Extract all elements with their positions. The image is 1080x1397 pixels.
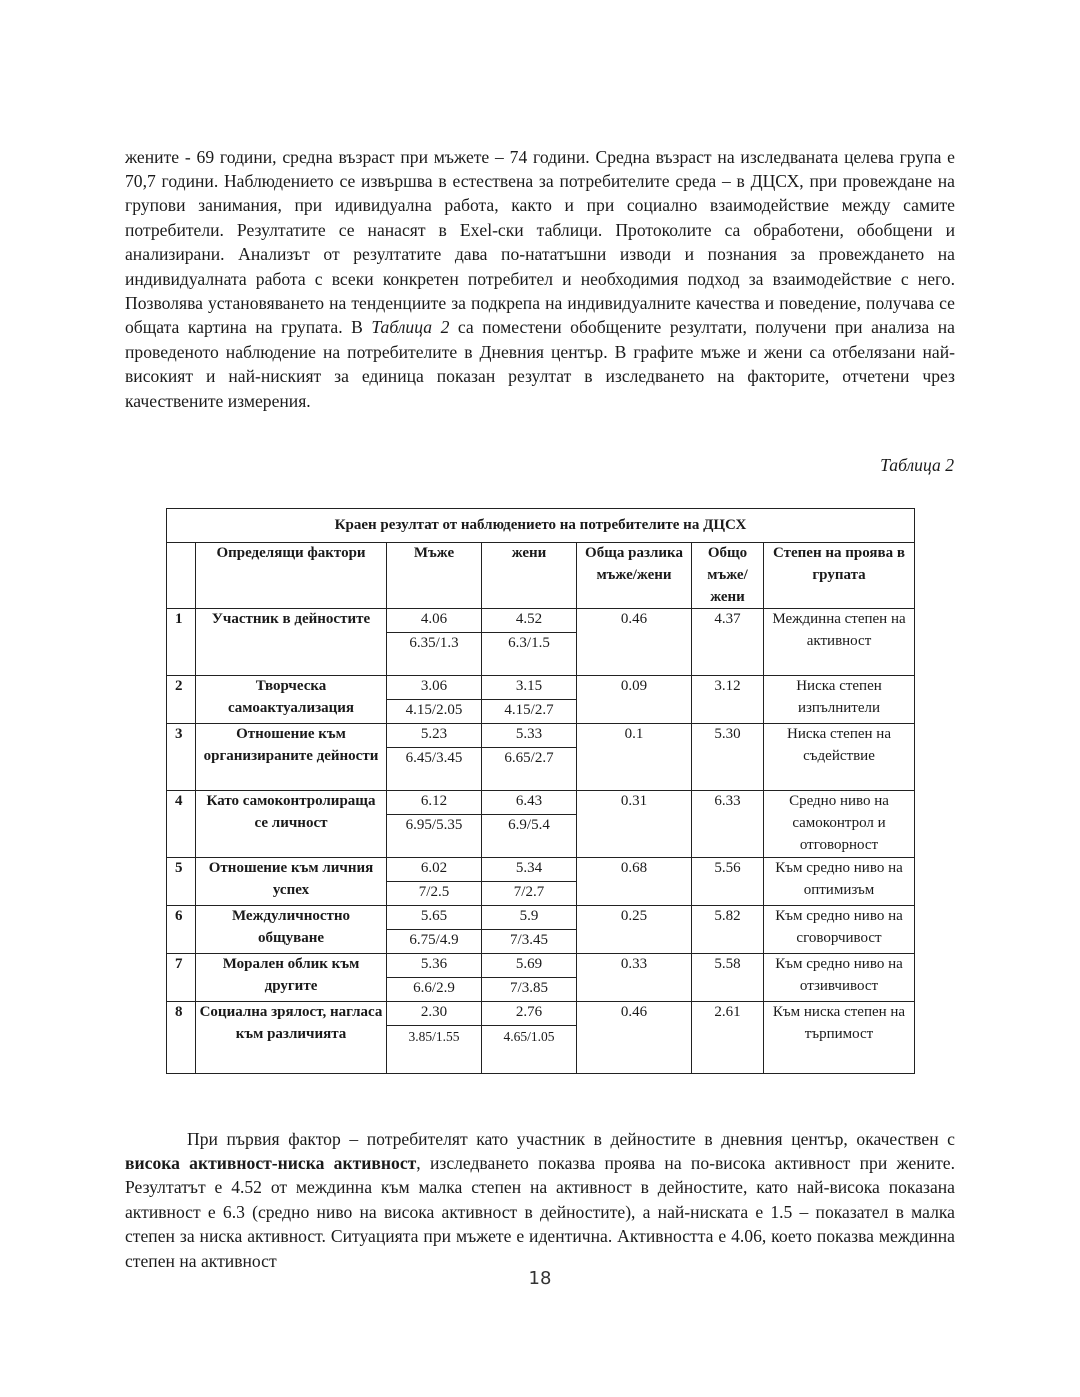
men-average: 2.30 <box>387 1002 482 1026</box>
table-caption: Таблица 2 <box>880 455 954 475</box>
header-number <box>167 543 196 609</box>
degree-description: Междинна степен на активност <box>764 609 915 676</box>
total-value: 5.56 <box>692 858 764 906</box>
table-row <box>167 954 915 978</box>
women-average: 5.69 <box>482 954 577 978</box>
row-number: 7 <box>167 954 196 1002</box>
analysis-paragraph <box>125 1127 955 1273</box>
table-row <box>167 609 915 633</box>
women-average: 5.9 <box>482 906 577 930</box>
difference-value: 0.46 <box>577 609 692 676</box>
intro-text-part2: са поместени обобщените резултати, получени при анализа на проведеното наблюдение на потребителите в Дневния център. В графите мъже и жени са отбелязани най-високият и най-ниският за единица показан резултат в изследването на факторите, отчетени чрез качествените измерения. <box>125 317 955 411</box>
men-average: 5.23 <box>387 724 482 748</box>
women-range: 6.65/2.7 <box>482 748 577 791</box>
women-average: 5.33 <box>482 724 577 748</box>
women-range: 7/3.45 <box>482 930 577 954</box>
women-average: 5.34 <box>482 858 577 882</box>
degree-description: Към ниска степен на търпимост <box>764 1002 915 1074</box>
degree-description: Ниска степен изпълнители <box>764 676 915 724</box>
men-average: 3.06 <box>387 676 482 700</box>
women-range: 7/2.7 <box>482 882 577 906</box>
total-value: 5.82 <box>692 906 764 954</box>
difference-value: 0.09 <box>577 676 692 724</box>
row-number: 2 <box>167 676 196 724</box>
degree-description: Средно ниво на самоконтрол и отговорност <box>764 791 915 858</box>
degree-description: Към средно ниво на сговорчивост <box>764 906 915 954</box>
header-total: Общо мъже/ жени <box>692 543 764 609</box>
difference-value: 0.1 <box>577 724 692 791</box>
degree-description: Към средно ниво на отзивчивост <box>764 954 915 1002</box>
row-number: 6 <box>167 906 196 954</box>
row-number: 3 <box>167 724 196 791</box>
table-title: Краен резултат от наблюдението на потребителите на ДЦСХ <box>167 509 915 543</box>
table-row <box>167 724 915 748</box>
difference-value: 0.46 <box>577 1002 692 1074</box>
men-range: 6.35/1.3 <box>387 633 482 676</box>
table-body <box>167 609 915 1074</box>
total-value: 6.33 <box>692 791 764 858</box>
total-value: 5.30 <box>692 724 764 791</box>
row-number: 5 <box>167 858 196 906</box>
men-range: 6.45/3.45 <box>387 748 482 791</box>
observation-results-table <box>166 508 915 1074</box>
women-range: 7/3.85 <box>482 978 577 1002</box>
women-range: 4.15/2.7 <box>482 700 577 724</box>
difference-value: 0.31 <box>577 791 692 858</box>
men-average: 6.02 <box>387 858 482 882</box>
table-row <box>167 791 915 815</box>
header-degree: Степен на проява в групата <box>764 543 915 609</box>
analysis-text-part2: , изследването показва проява на по-висока активност при жените. Резултатът е 4.52 от междинна към малка степен на активност в дейностите, като най-висока показана активност е 6.3 (средно ниво на висока активност в дейностите), а най-ниската е 1.5 – показател в малка степен за ниска активност. Ситуацията при мъжете е идентична. Активността е 4.06, което показва междинна степен на активност <box>125 1153 955 1271</box>
men-range: 3.85/1.55 <box>387 1026 482 1074</box>
men-range: 4.15/2.05 <box>387 700 482 724</box>
total-value: 5.58 <box>692 954 764 1002</box>
page-number: 18 <box>528 1268 552 1289</box>
intro-text-part1: жените - 69 години, средна възраст при мъжете – 74 години. Средна възраст на изследваната целева група е 70,7 години. Наблюдението се извършва в естествена за потребителите среда – в ДЦСХ, при провеждане на групови занимания, при идивидуална работа, както и при социално взаимодействие между самите потребители. Резултатите се нанасят в Exel-ски таблици. Протоколите са обработени, обобщени и анализирани. Анализът от резултатите дава по-нататъшни изводи и познания за провеждането на индивидуалната работа с всеки конкретен потребител и необходимия подход за взаимодействие с него. Позволява установяването на тенденциите за подкрепа на индивидуалните качества и поведение, получава се общата картина на групата. В <box>125 146 955 338</box>
table-reference: Таблица 2 <box>371 317 450 338</box>
factor-name: Като самоконтролираща се личност <box>196 791 387 858</box>
difference-value: 0.25 <box>577 906 692 954</box>
women-average: 4.52 <box>482 609 577 633</box>
total-value: 2.61 <box>692 1002 764 1074</box>
factor-name: Морален облик към другите <box>196 954 387 1002</box>
men-range: 6.6/2.9 <box>387 978 482 1002</box>
intro-paragraph <box>125 145 955 413</box>
women-range: 6.9/5.4 <box>482 815 577 858</box>
factor-name: Участник в дейностите <box>196 609 387 676</box>
total-value: 3.12 <box>692 676 764 724</box>
difference-value: 0.33 <box>577 954 692 1002</box>
row-number: 8 <box>167 1002 196 1074</box>
men-range: 6.75/4.9 <box>387 930 482 954</box>
women-range: 6.3/1.5 <box>482 633 577 676</box>
women-average: 3.15 <box>482 676 577 700</box>
men-average: 6.12 <box>387 791 482 815</box>
degree-description: Ниска степен на съдействие <box>764 724 915 791</box>
table-row <box>167 676 915 700</box>
men-average: 4.06 <box>387 609 482 633</box>
difference-value: 0.68 <box>577 858 692 906</box>
men-average: 5.65 <box>387 906 482 930</box>
factor-name: Междуличностно общуване <box>196 906 387 954</box>
row-number: 1 <box>167 609 196 676</box>
row-number: 4 <box>167 791 196 858</box>
table-row <box>167 1002 915 1026</box>
women-range: 4.65/1.05 <box>482 1026 577 1074</box>
header-women: жени <box>482 543 577 609</box>
analysis-text-part1: При първия фактор – потребителят като участник в дейностите в дневния център, окачествен с <box>187 1128 955 1149</box>
header-difference: Обща разлика мъже/жени <box>577 543 692 609</box>
men-average: 5.36 <box>387 954 482 978</box>
degree-description: Към средно ниво на оптимизъм <box>764 858 915 906</box>
women-average: 2.76 <box>482 1002 577 1026</box>
factor-name: Социална зрялост, нагласа към различията <box>196 1002 387 1074</box>
factor-name: Творческа самоактуализация <box>196 676 387 724</box>
analysis-bold-term: висока активност-ниска активност <box>125 1153 417 1173</box>
men-range: 7/2.5 <box>387 882 482 906</box>
factor-name: Отношение към личния успех <box>196 858 387 906</box>
factor-name: Отношение към организираните дейности <box>196 724 387 791</box>
men-range: 6.95/5.35 <box>387 815 482 858</box>
women-average: 6.43 <box>482 791 577 815</box>
table-row <box>167 858 915 882</box>
table-row <box>167 906 915 930</box>
header-factors: Определящи фактори <box>196 543 387 609</box>
total-value: 4.37 <box>692 609 764 676</box>
header-men: Мъже <box>387 543 482 609</box>
